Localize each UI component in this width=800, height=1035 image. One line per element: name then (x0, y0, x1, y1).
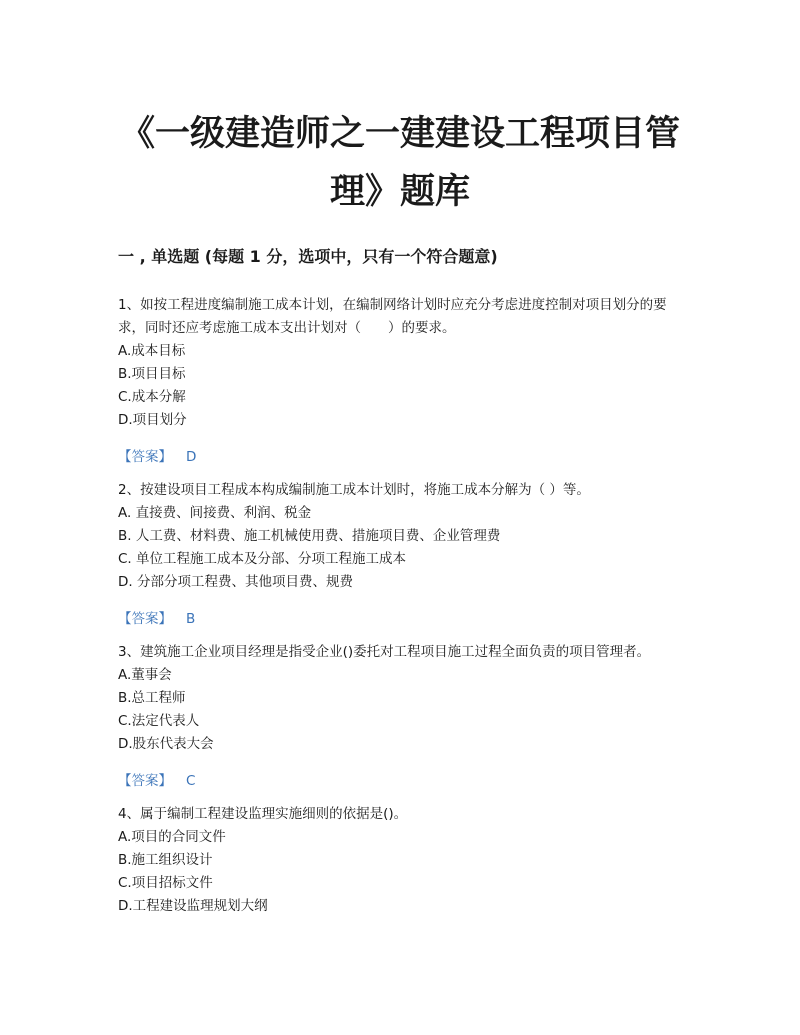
option-d: D. 分部分项工程费、其他项目费、规费 (118, 574, 353, 590)
document-title (100, 105, 700, 221)
option-c: C.法定代表人 (118, 713, 200, 729)
question-stem: 2、按建设项目工程成本构成编制施工成本计划时，将施工成本分解为（ ）等。 (118, 482, 590, 498)
answer-label: 【答案】 (118, 449, 172, 465)
option-d: D.项目划分 (118, 412, 187, 428)
answer-label: 【答案】 (118, 773, 172, 789)
option-c: C. 单位工程施工成本及分部、分项工程施工成本 (118, 551, 407, 567)
option-a: A.董事会 (118, 667, 172, 683)
option-b: B.施工组织设计 (118, 852, 213, 868)
question-stem: 3、建筑施工企业项目经理是指受企业()委托对工程项目施工过程全面负责的项目管理者。 (118, 644, 651, 660)
question-4 (118, 803, 678, 918)
option-a: A. 直接费、间接费、利润、税金 (118, 505, 312, 521)
answer-value: B (186, 611, 196, 627)
question-3 (118, 641, 698, 793)
option-b: B. 人工费、材料费、施工机械使用费、措施项目费、企业管理费 (118, 528, 501, 544)
option-c: C.项目招标文件 (118, 875, 213, 891)
option-b: B.项目目标 (118, 366, 186, 382)
answer-value: D (186, 449, 197, 465)
answer-value: C (186, 773, 196, 789)
question-stem: 1、如按工程进度编制施工成本计划，在编制网络计划时应充分考虑进度控制对项目划分的要求，同时还应考虑施工成本支出计划对（ ）的要求。 (118, 297, 667, 336)
section-heading: 一 , 单选题 (每题 1 分，选项中，只有一个符合题意) (118, 247, 498, 266)
option-a: A.成本目标 (118, 343, 186, 359)
option-d: D.股东代表大会 (118, 736, 214, 752)
title-line-2: 理》题库 (329, 172, 470, 212)
option-d: D.工程建设监理规划大纲 (118, 898, 268, 914)
title-line-1: 《一级建造师之一建建设工程项目管 (119, 114, 680, 154)
option-a: A.项目的合同文件 (118, 829, 226, 845)
answer-line (118, 446, 678, 469)
question-stem: 4、属于编制工程建设监理实施细则的依据是()。 (118, 806, 408, 822)
answer-label: 【答案】 (118, 611, 172, 627)
question-2 (118, 479, 678, 631)
option-b: B.总工程师 (118, 690, 186, 706)
answer-line (118, 770, 698, 793)
option-c: C.成本分解 (118, 389, 186, 405)
answer-line (118, 608, 678, 631)
question-1 (118, 294, 678, 469)
